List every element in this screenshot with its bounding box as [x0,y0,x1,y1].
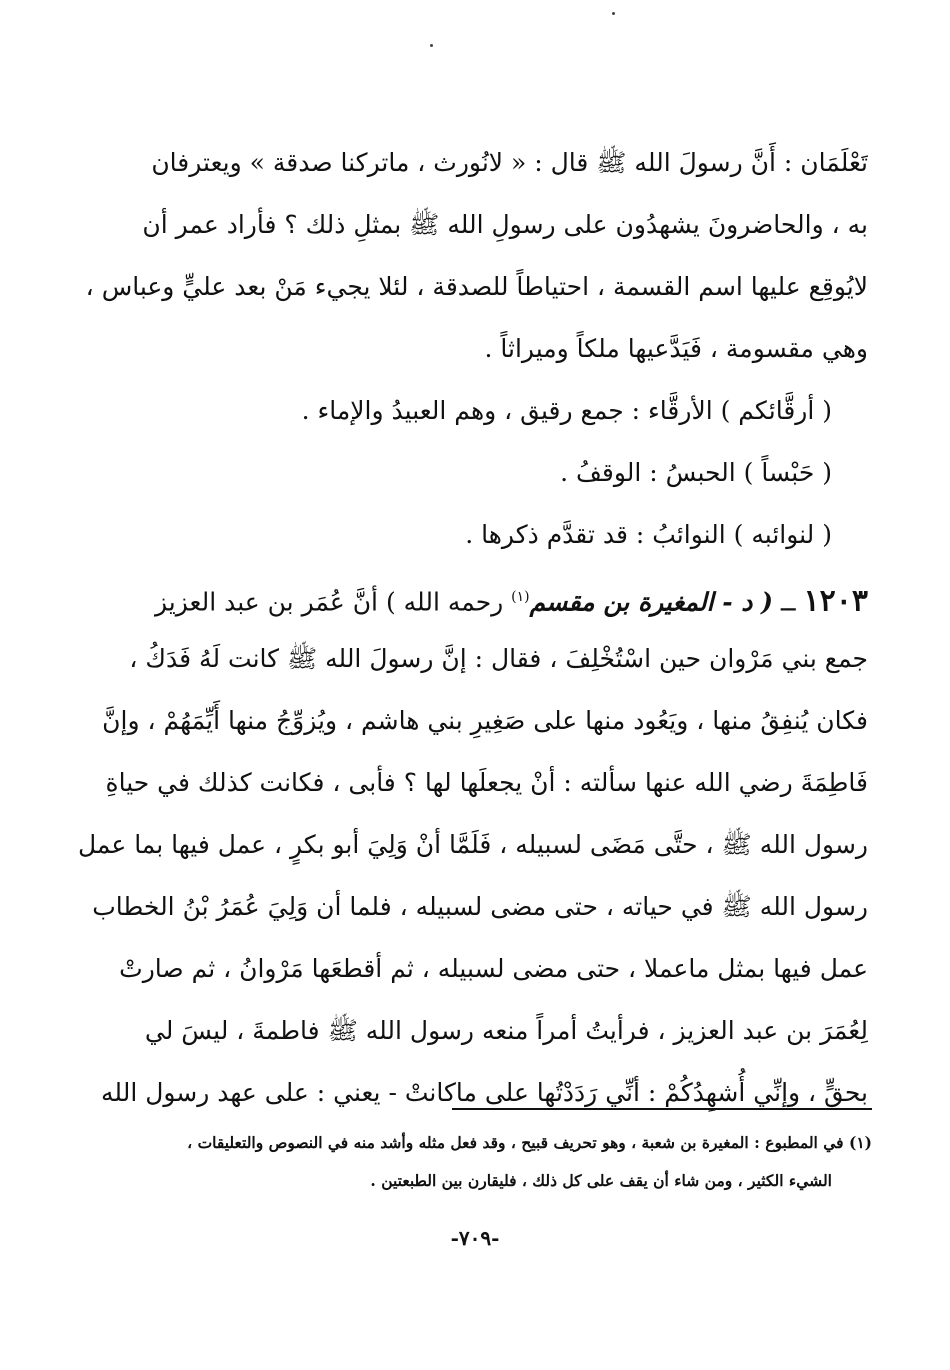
text-line: به ، والحاضرونَ يشهدُون على رسولِ الله ﷺ بمثلِ ذلك ؟ فأراد عمر أن [142,210,868,239]
footnote [72,1124,872,1200]
gloss-line: ( حَبْساً ) الحبسُ : الوقفُ . [560,458,832,487]
hadith-line: رسول الله ﷺ ، حتَّى مَضَى لسبيله ، فَلَمَّا أنْ وَلِيَ أبو بكرٍ ، عمل فيها بما عمل [78,830,868,859]
hadith-line: فَاطِمَةَ رضي الله عنها سألته : أنْ يجعلَها لها ؟ فأبى ، فكانت كذلك في حياةِ [105,768,868,797]
main-text [78,132,868,1124]
hadith-line: جمع بني مَرْوان حين اسْتُخْلِفَ ، فقال : إنَّ رسولَ الله ﷺ كانت لَهُ فَدَكُ ، [129,644,868,673]
hadith-source: ( د - المغيرة بن مقسم [529,587,773,617]
footnote-marker: (١) [511,589,530,605]
hadith-line: رسول الله ﷺ في حياته ، حتى مضى لسبيله ، فلما أن وَلِيَ عُمَرُ بْنُ الخطاب [92,892,868,921]
gloss-line: ( أرقَّائكم ) الأرقَّاء : جمع رقيق ، وهم العبيدُ والإماء . [301,396,832,425]
text-line: وهي مقسومة ، فَيَدَّعيها ملكاً وميراثاً . [484,334,868,363]
text-line: لايُوقِع عليها اسم القسمة ، احتياطاً للصدقة ، لئلا يجيء مَنْ بعد عليٍّ وعباس ، [85,272,868,301]
hadith-line: لِعُمَرَ بن عبد العزيز ، فرأيتُ أمراً منعه رسول الله ﷺ فاطمةَ ، ليسَ لي [144,1016,868,1045]
gloss-line: ( لنوائبه ) النوائبُ : قد تقدَّم ذكرها . [465,520,832,549]
hadith-line: عمل فيها بمثل ماعملا ، حتى مضى لسبيله ، ثم أقطعَها مَرْوانُ ، ثم صارتْ [119,954,868,983]
page-number: -٧٠٩- [450,1226,500,1250]
text-line: تَعْلَمَان : أَنَّ رسولَ الله ﷺ قال : « لانُورث ، ماتركنا صدقة » ويعترفان [151,148,868,177]
scan-speck [430,44,433,47]
scan-speck [612,12,615,15]
hadith-line: فكان يُنفِقُ منها ، ويَعُود منها على صَغِيرِ بني هاشم ، ويُزوِّجُ منها أَيِّمَهُمْ ، وإنَّ [102,706,868,735]
hadith-heading-line [78,566,868,628]
hadith-line: بحقٍّ ، وإنِّي أُشهِدُكُمْ : أنِّي رَدَدْتُها على ماكانتْ - يعني : على عهد رسول الله [101,1078,868,1107]
hadith-number: ١٢٠٣ [803,583,868,619]
footnote-separator [452,1108,872,1110]
hadith-first-line: رحمه الله ) أنَّ عُمَر بن عبد العزيز [155,587,504,617]
footnote-line: (١) في المطبوع : المغيرة بن شعبة ، وهو تحريف قبيح ، وقد فعل مثله وأشد منه في النصوص والتعليقات ، [187,1133,872,1152]
hadith-dash: ــ [772,587,796,617]
footnote-line: الشيء الكثير ، ومن شاء أن يقف على كل ذلك ، فليقارن بين الطبعتين . [370,1171,832,1190]
